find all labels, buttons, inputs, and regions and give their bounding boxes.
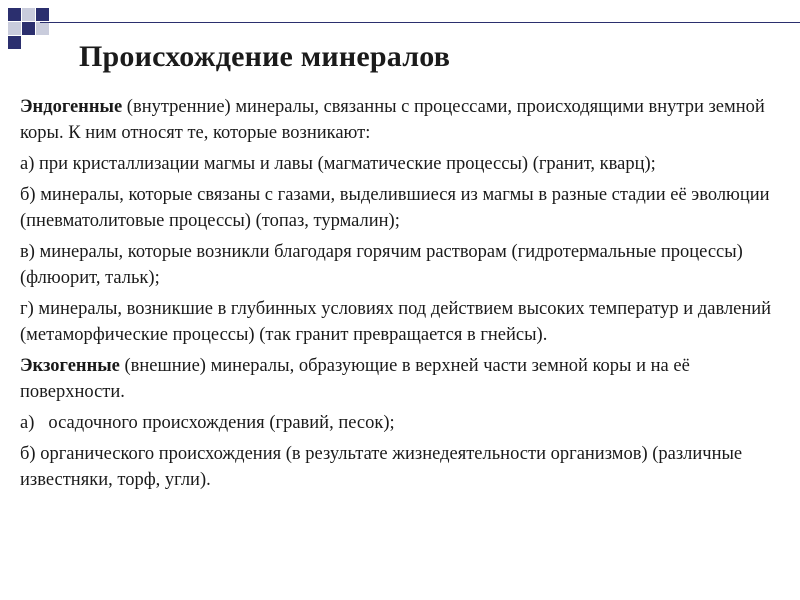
list-item-g: г) минералы, возникшие в глубинных условиях под действием высоких температур и давлений (метаморфические процессы) (так гранит превращается в гнейсы). [20, 299, 772, 345]
exo-list-text: осадочного происхождения (гравий, песок); [48, 413, 395, 433]
exogenous-term: Экзогенные [20, 356, 120, 376]
exo-list-marker: а) [20, 413, 35, 433]
decor-square [36, 8, 49, 21]
header-divider [40, 22, 800, 23]
list-item-a: а) при кристаллизации магмы и лавы (магматические процессы) (гранит, кварц); [20, 154, 656, 174]
decor-square [36, 22, 49, 35]
decor-square [8, 36, 21, 49]
endogenous-term: Эндогенные [20, 97, 123, 117]
endogenous-paragraph [20, 94, 780, 146]
slide-body [20, 94, 780, 498]
corner-decoration [0, 0, 80, 50]
decor-square [22, 8, 35, 21]
exo-list-item-b: б) органического происхождения (в результате жизнедеятельности организмов) (различные известняки, торф, угли). [20, 444, 743, 490]
list-item-v: в) минералы, которые возникли благодаря горячим растворам (гидротермальные процессы) (флюорит, тальк); [20, 242, 743, 288]
slide-title: Происхождение минералов [79, 40, 451, 73]
list-item-b: б) минералы, которые связаны с газами, выделившиеся из магмы в разные стадии её эволюции (пневматолитовые процессы) (топаз, турмалин); [20, 185, 770, 231]
exogenous-paragraph [20, 353, 780, 405]
exo-list-item-a [20, 410, 780, 436]
exogenous-text: (внешние) минералы, образующие в верхней части земной коры и на её поверхности. [20, 356, 690, 402]
decor-square [8, 8, 21, 21]
decor-square [22, 22, 35, 35]
endogenous-text: (внутренние) минералы, связанны с процессами, происходящими внутри земной коры. К ним относят те, которые возникают: [20, 97, 765, 143]
decor-square [8, 22, 21, 35]
